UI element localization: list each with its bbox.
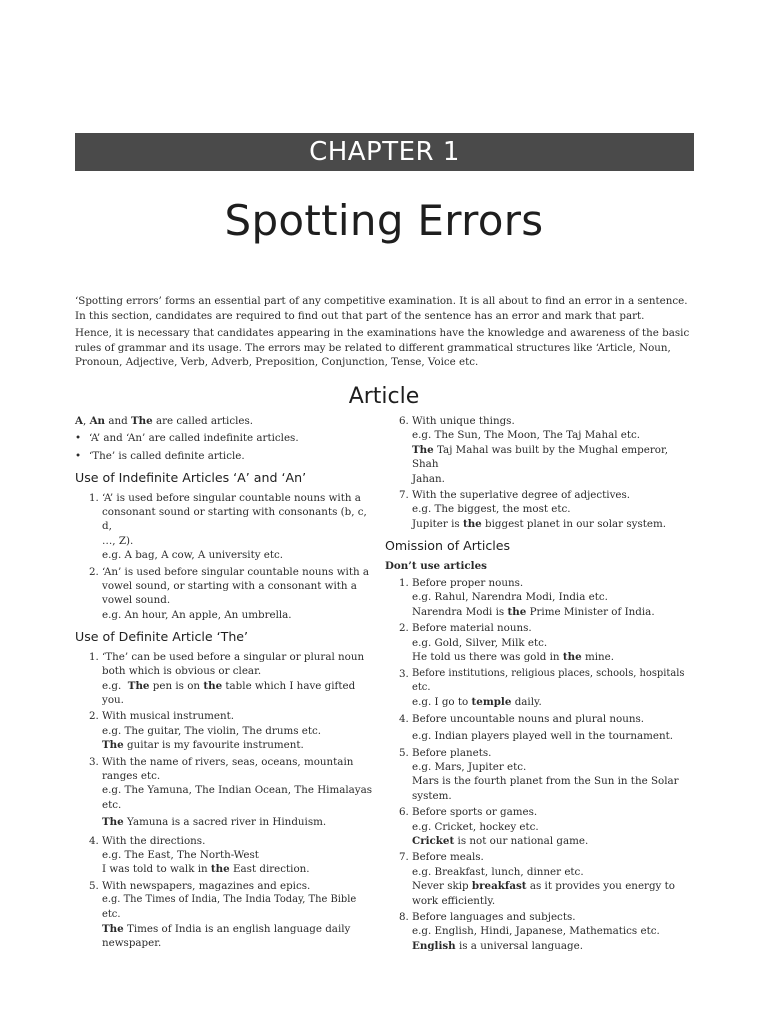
sentence-text: East direction. — [233, 863, 310, 876]
item-example: e.g. Gold, Silver, Milk etc. — [412, 636, 548, 649]
list-item — [385, 712, 697, 744]
item-number: 4. — [89, 834, 99, 847]
item-example: e.g. The biggest, the most etc. — [412, 503, 571, 516]
item-sentence — [412, 834, 697, 848]
item-text: Before uncountable nouns and plural nouns. — [412, 712, 645, 725]
item-sentence — [412, 605, 697, 619]
example-bold: temple — [471, 696, 512, 709]
dont-use-articles: Don’t use articles — [385, 559, 487, 572]
item-text: vowel sound, or starting with a consonant with a — [102, 580, 357, 593]
sentence-text: Taj Mahal was built by the Mughal emperor, Shah — [412, 443, 669, 471]
sentence-text: mine. — [584, 651, 614, 664]
sentence-text: I was told to walk in — [102, 863, 208, 876]
item-text: vowel sound. — [102, 594, 171, 607]
sentence-text: is not our national game. — [457, 834, 589, 847]
item-text: Before languages and subjects. — [412, 911, 576, 923]
item-number: 5. — [89, 879, 99, 892]
chapter-label: CHAPTER 1 — [75, 133, 694, 171]
item-sentence — [102, 862, 377, 876]
sentence-bold: the — [507, 605, 527, 618]
item-sentence — [412, 517, 697, 531]
item-text: With the superlative degree of adjectives. — [412, 489, 631, 502]
item-number: 6. — [399, 806, 409, 819]
sentence-bold: The — [102, 816, 124, 829]
sentence-bold: The — [102, 923, 124, 935]
item-number: 2. — [89, 565, 99, 578]
right-column — [385, 414, 697, 955]
sentence-bold: the — [562, 651, 582, 664]
sentence-bold: the — [462, 517, 482, 530]
item-number: 2. — [399, 622, 409, 635]
intro-paragraph-1: ‘Spotting errors’ forms an essential part of any competitive examination. It is all about to find an error in a sentence. In this section, candidates are required to find out that part of the sentence has an error and mark that part. — [75, 295, 688, 322]
item-text: both which is obvious or clear. — [102, 665, 262, 678]
item-example: e.g. Cricket, hockey etc. — [412, 820, 539, 833]
item-example: e.g. A bag, A cow, A university etc. — [102, 549, 284, 562]
item-text: ranges etc. — [102, 769, 161, 782]
item-example: e.g. Rahul, Narendra Modi, India etc. — [412, 591, 608, 604]
sentence-text: work efficiently. — [412, 894, 496, 907]
sentence-text: newspaper. — [102, 937, 162, 950]
sentence-text: He told us there was gold in — [412, 651, 560, 664]
sentence-bold: breakfast — [471, 880, 527, 893]
example-text: pen is on — [152, 679, 201, 692]
list-item — [75, 709, 377, 752]
item-sentence — [102, 922, 377, 936]
list-item — [75, 491, 377, 563]
item-sentence — [412, 650, 697, 664]
intro-text — [75, 294, 695, 373]
sentence-text: system. — [412, 789, 452, 802]
bullet-definite: • ‘The’ is called definite article. — [75, 449, 377, 463]
sentence-text: Jupiter is — [412, 517, 460, 530]
item-text: ‘An’ is used before singular countable nouns with a — [102, 565, 370, 578]
sentence-text: is a universal language. — [458, 939, 583, 952]
item-example: e.g. The Sun, The Moon, The Taj Mahal etc. — [412, 429, 641, 442]
item-sentence — [102, 738, 377, 752]
sentence-text: Narendra Modi is — [412, 605, 505, 618]
item-number: 1. — [89, 650, 99, 663]
item-number: 5. — [399, 746, 409, 759]
list-item — [385, 746, 697, 804]
item-text: consonant sound or starting with consonants (b, c, d, — [102, 506, 367, 533]
list-item — [385, 667, 697, 710]
list-item — [385, 621, 697, 664]
item-number: 6. — [399, 415, 409, 427]
item-example: e.g. English, Hindi, Japanese, Mathematics etc. — [412, 925, 660, 938]
item-example: etc. — [102, 798, 122, 811]
articles-lead — [75, 414, 377, 428]
item-example: e.g. The guitar, The violin, The drums etc. — [102, 724, 322, 737]
item-number: 1. — [89, 491, 99, 504]
item-text: …, Z). — [102, 534, 134, 547]
item-text: Before material nouns. — [412, 622, 532, 635]
item-text: With the directions. — [102, 834, 206, 847]
sentence-text: Prime Minister of India. — [529, 605, 655, 618]
item-example: e.g. Breakfast, lunch, dinner etc. — [412, 865, 584, 878]
item-text: Before institutions, religious places, schools, hospitals etc. — [412, 667, 685, 693]
item-number: 7. — [399, 851, 409, 864]
item-number: 7. — [399, 489, 409, 502]
item-text: ‘The’ can be used before a singular or plural noun — [102, 650, 365, 663]
item-text: Before sports or games. — [412, 806, 538, 819]
item-number: 8. — [399, 911, 409, 923]
list-item — [75, 834, 377, 877]
example-bold: the — [203, 679, 223, 692]
page-title: Spotting Errors — [224, 196, 544, 245]
lead-comma: , — [83, 415, 87, 427]
item-text: With newspapers, magazines and epics. — [102, 879, 311, 892]
subheading-definite: Use of Definite Article ‘The’ — [75, 629, 249, 645]
list-item — [75, 650, 377, 708]
lead-the: The — [130, 415, 153, 427]
lead-rest: are called articles. — [155, 415, 254, 427]
list-item — [385, 414, 697, 486]
item-number: 2. — [89, 710, 99, 723]
example-bold: The — [127, 679, 150, 692]
section-heading-article: Article — [348, 384, 420, 409]
item-text: With the name of rivers, seas, oceans, mountain — [102, 755, 354, 768]
item-example — [102, 679, 377, 708]
bullet-indefinite: • ‘A’ and ‘An’ are called indefinite articles. — [75, 431, 377, 445]
left-column — [75, 414, 377, 953]
example-text: e.g. I go to — [412, 696, 469, 709]
sentence-text: Yamuna is a sacred river in Hinduism. — [126, 816, 327, 829]
item-text: With unique things. — [412, 415, 515, 427]
item-sentence — [412, 443, 697, 472]
example-text: daily. — [514, 696, 542, 709]
subheading-omission: Omission of Articles — [385, 538, 511, 554]
item-number: 1. — [399, 577, 409, 590]
list-item — [75, 565, 377, 623]
list-item — [385, 910, 697, 953]
list-item — [385, 805, 697, 848]
item-sentence — [102, 815, 377, 829]
item-number: 4. — [399, 712, 409, 725]
sentence-text: biggest planet in our solar system. — [485, 517, 667, 530]
sentence-text: Jahan. — [412, 472, 445, 485]
sentence-text: Times of India is an english language daily — [126, 923, 351, 935]
item-example: e.g. The Yamuna, The Indian Ocean, The Himalayas — [102, 784, 373, 797]
sentence-bold: The — [102, 739, 124, 752]
example-text: table which I have gifted you. — [102, 679, 356, 706]
sentence-bold: Cricket — [412, 834, 455, 847]
item-text: Before planets. — [412, 746, 492, 759]
item-text: Before proper nouns. — [412, 577, 524, 590]
item-example: e.g. The Times of India, The India Today, The Bible etc. — [102, 894, 357, 920]
sentence-bold: English — [412, 939, 456, 952]
sentence-text: as it provides you energy to — [529, 880, 675, 893]
item-sentence — [412, 879, 697, 893]
item-example: e.g. The East, The North-West — [102, 848, 259, 861]
lead-and: and — [108, 415, 128, 427]
list-item — [75, 879, 377, 951]
list-item — [385, 850, 697, 908]
sentence-text: Never skip — [412, 880, 469, 893]
item-text: With musical instrument. — [102, 710, 234, 723]
item-example — [412, 695, 697, 709]
subheading-indefinite: Use of Indefinite Articles ‘A’ and ‘An’ — [75, 470, 307, 486]
item-example: e.g. An hour, An apple, An umbrella. — [102, 608, 292, 621]
item-example: e.g. Mars, Jupiter etc. — [412, 760, 527, 773]
intro-paragraph-2: Hence, it is necessary that candidates appearing in the examinations have the knowledge and awareness of the basic rules of grammar and its usage. The errors may be related to different grammatical structures like ‘Article, Noun, Pronoun, Adjective, Verb, Adverb, Preposition, Conjunction, Tense, Voice etc. — [75, 327, 690, 369]
example-prefix: e.g. — [102, 679, 122, 692]
item-sentence — [412, 939, 697, 953]
list-item — [385, 488, 697, 531]
item-text: Before meals. — [412, 851, 484, 864]
item-number: 3. — [89, 755, 99, 768]
sentence-text: guitar is my favourite instrument. — [126, 739, 304, 752]
sentence-text: Mars is the fourth planet from the Sun in the Solar — [412, 775, 679, 788]
list-item — [75, 755, 377, 830]
item-example: e.g. Indian players played well in the tournament. — [412, 730, 674, 743]
lead-an: An — [89, 415, 106, 427]
sentence-bold: The — [412, 443, 434, 456]
item-text: ‘A’ is used before singular countable nouns with a — [102, 491, 361, 504]
lead-a: A — [75, 415, 83, 427]
sentence-bold: the — [210, 863, 230, 876]
item-number: 3. — [399, 667, 409, 680]
list-item — [385, 576, 697, 619]
